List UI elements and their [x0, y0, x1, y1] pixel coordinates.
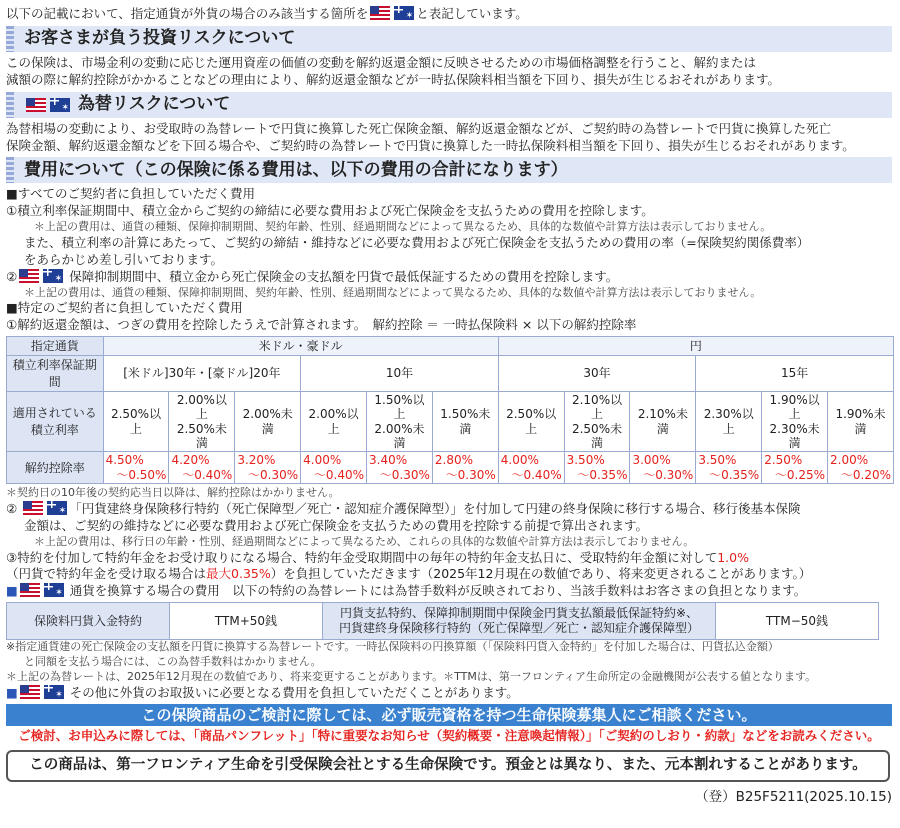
rider-fee: TTM−50銭 [716, 603, 879, 640]
fee-item-1: ①積立利率保証期間中、積立金からご契約の締結に必要な費用および死亡保険金を支払うための費用を控除します。 [6, 203, 654, 219]
australia-flag-icon [47, 501, 67, 515]
fx-note-2: と同額を支払う場合には、この為替手数料はかかりません。 [24, 655, 322, 668]
australia-flag-icon [44, 685, 64, 699]
conversion-fee-heading: ■✶ 通貨を換算する場合の費用 以下の特約の為替レートには為替手数料が反映されており、当該手数料はお客さまの負担となります。 [6, 583, 892, 600]
fx-note-3: ＊上記の為替レートは、2025年12月現在の数値であり、将来変更することがあります。＊TTMは、第一フロンティア生命所定の金融機関が公表する値となります。 [6, 669, 817, 683]
deduction-rate-cell: 3.40% ～0.30% [367, 452, 433, 484]
fee-item-2b-line-1: ② ✶ 「円貨建終身保険移行特約（死亡保障型／死亡・認知症介護保障型）」を付加して円建の終身保険に移行する場合、移行後基本保険 [6, 501, 892, 518]
australia-flag-icon [50, 98, 70, 112]
fee-item-3-line-2: （円貨で特約年金を受け取る場合は最大0.35%）を負担していただきます（2025年12月現在の数値であり、将来変更されることがあります。） [6, 566, 812, 582]
us-flag-icon [370, 6, 390, 20]
us-flag-icon [20, 685, 40, 699]
conversion-fee-table [6, 602, 879, 640]
surrender-deduction-line: ①解約返還金額は、つぎの費用を控除したうえで計算されます。 解約控除 ＝ 一時払保険料 × 以下の解約控除率 [6, 317, 637, 333]
us-flag-icon [19, 269, 39, 283]
fee-item-1-more-2: をあらかじめ差し引いております。 [24, 251, 224, 267]
investment-risk-text-2: 減額の際に解約控除がかかることなどの理由により、解約返還金額などが一時払保険料相当額を下回り、損失が生じるおそれがあります。 [6, 71, 781, 87]
deduction-rate-cell: 3.50% ～0.35% [696, 452, 762, 484]
fx-note-1: ※指定通貨建の死亡保険金の支払額を円貨に換算する為替レートです。一時払保険料の円換算額（「保険料円貨入金特約」を付加した場合は、円貨払込金額） [6, 640, 779, 654]
investment-risk-text-1: この保険は、市場金利の変動に応じた運用資産の価値の変動を解約返還金額に反映させるための市場価格調整を行うこと、解約または [6, 54, 757, 70]
rate-cell: 2.00%以上 2.50%未満 [169, 391, 235, 452]
deduction-rate-cell: 3.20% ～0.30% [235, 452, 301, 484]
fee-item-1-more-1: また、積立利率の計算にあたって、ご契約の締結・維持などに必要な費用および死亡保険金を支払うための費用の率（=保険契約関係費率） [24, 234, 810, 250]
deduction-rate-cell: 4.00% ～0.40% [498, 452, 564, 484]
us-flag-icon [23, 501, 43, 515]
registration-number: （登）B25F5211(2025.10.15) [695, 789, 892, 805]
period-cell: 15年 [696, 356, 894, 391]
fee-item-3-line-1: ③特約を付加して特約年金をお受け取りになる場合、特約年金受取期間中の毎年の特約年金支払日に、受取特約年金額に対して1.0% [6, 549, 749, 565]
surrender-deduction-table [6, 336, 894, 484]
rate-cell: 2.30%以上 [696, 391, 762, 452]
header-applied-rate: 適用されている 積立利率 [7, 391, 104, 452]
section-header-investment-risk: お客さまが負う投資リスクについて [6, 26, 892, 52]
rate-cell: 2.00%以上 [301, 391, 367, 452]
rate-cell: 1.90%以上 2.30%未満 [762, 391, 828, 452]
australia-flag-icon [394, 6, 414, 20]
deduction-rate-cell: 2.00% ～0.20% [828, 452, 894, 484]
fx-risk-text-2: 保険金額、解約返還金額などを下回る場合や、ご契約時の為替レートで円貨に換算した一時払保険料相当額を下回り、損失が生じるおそれがあります。 [6, 137, 855, 153]
deduction-rate-cell: 4.00% ～0.40% [301, 452, 367, 484]
header-deduction-rate: 解約控除率 [7, 452, 104, 484]
rider-name: 円貨支払特約、保障抑制期間中保険金円貨支払額最低保証特約※、 円貨建終身保険移行特約（死亡保障型／死亡・認知症介護保障型） [323, 603, 716, 640]
us-flag-icon [26, 98, 46, 112]
rate-cell: 2.50%以上 [103, 391, 169, 452]
fee-item-2b-note: ＊上記の費用は、移行日の年齢・性別、経過期間などによって異なるため、これらの具体的な数値や計算方法は表示しておりません。 [34, 534, 695, 548]
australia-flag-icon [43, 269, 63, 283]
deduction-rate-cell: 3.00% ～0.30% [630, 452, 696, 484]
rate-cell: 1.50%未満 [432, 391, 498, 452]
period-cell: 10年 [301, 356, 499, 391]
other-fees-line: ■✶ その他に外貨のお取扱いに必要となる費用を負担していただくことがあります。 [6, 685, 892, 702]
deduction-note: ＊契約日の10年後の契約応当日以降は、解約控除はかかりません。 [6, 486, 340, 500]
rate-cell: 2.10%以上 2.50%未満 [564, 391, 630, 452]
deduction-rate-cell: 4.20% ～0.40% [169, 452, 235, 484]
rate-cell: 1.50%以上 2.00%未満 [367, 391, 433, 452]
period-cell: 30年 [498, 356, 696, 391]
fx-risk-text-1: 為替相場の変動により、お受取時の為替レートで円貨に換算した死亡保険金額、解約返還金額などが、ご契約時の為替レートで円貨に換算した死亡 [6, 120, 832, 136]
insurer-disclaimer-box: この商品は、第一フロンティア生命を引受保険会社とする生命保険です。預金とは異なり、また、元本割れすることがあります。 [6, 750, 890, 782]
fee-item-2: ②✶ 保障抑制期間中、積立金から死亡保険金の支払額を円貨で最低保証するための費用を控除します。 [6, 269, 892, 286]
all-contractors-heading: ■すべてのご契約者に負担していただく費用 [6, 186, 256, 202]
section-header-fees: 費用について（この保険に係る費用は、以下の費用の合計になります） [6, 157, 892, 183]
header-currency: 指定通貨 [7, 337, 104, 356]
period-cell: [米ドル]30年・[豪ドル]20年 [103, 356, 301, 391]
section-header-fx-risk: ✶ 為替リスクについて [6, 92, 892, 118]
rate-cell: 2.10%未満 [630, 391, 696, 452]
header-period: 積立利率保証期間 [7, 356, 104, 391]
read-documents-warning: ご検討、お申込みに際しては、「商品パンフレット」「特に重要なお知らせ（契約概要・注意喚起情報）」「ご契約のしおり・約款」などをお読みください。 [18, 727, 880, 743]
fee-item-1-note: ＊上記の費用は、通貨の種類、保障抑制期間、契約年齢、性別、経過期間などによって異なるため、具体的な数値や計算方法は表示しておりません。 [34, 220, 772, 234]
header-usd-aud: 米ドル・豪ドル [103, 337, 498, 356]
intro-line: 以下の記載において、指定通貨が外貨の場合のみ該当する箇所を✶ と表記しています。 [6, 6, 892, 23]
australia-flag-icon [44, 583, 64, 597]
consult-banner: この保険商品のご検討に際しては、必ず販売資格を持つ生命保険募集人にご相談ください。 [6, 704, 892, 726]
rate-cell: 2.00%未満 [235, 391, 301, 452]
deduction-rate-cell: 2.50% ～0.25% [762, 452, 828, 484]
deduction-rate-cell: 4.50% ～0.50% [103, 452, 169, 484]
header-jpy: 円 [498, 337, 893, 356]
rate-cell: 1.90%未満 [828, 391, 894, 452]
rate-cell: 2.50%以上 [498, 391, 564, 452]
us-flag-icon [20, 583, 40, 597]
specific-contractors-heading: ■特定のご契約者に負担していただく費用 [6, 300, 243, 316]
deduction-rate-cell: 3.50% ～0.35% [564, 452, 630, 484]
fee-item-2b-line-2: 金額は、ご契約の維持などに必要な費用および死亡保険金を支払うための費用を控除する前提で算出されます。 [24, 517, 649, 533]
deduction-rate-cell: 2.80% ～0.30% [432, 452, 498, 484]
rider-fee: TTM+50銭 [170, 603, 323, 640]
rider-name: 保険料円貨入金特約 [7, 603, 170, 640]
fee-item-2-note: ＊上記の費用は、通貨の種類、保障抑制期間、契約年齢、性別、経過期間などによって異なるため、具体的な数値や計算方法は表示しておりません。 [24, 285, 762, 299]
